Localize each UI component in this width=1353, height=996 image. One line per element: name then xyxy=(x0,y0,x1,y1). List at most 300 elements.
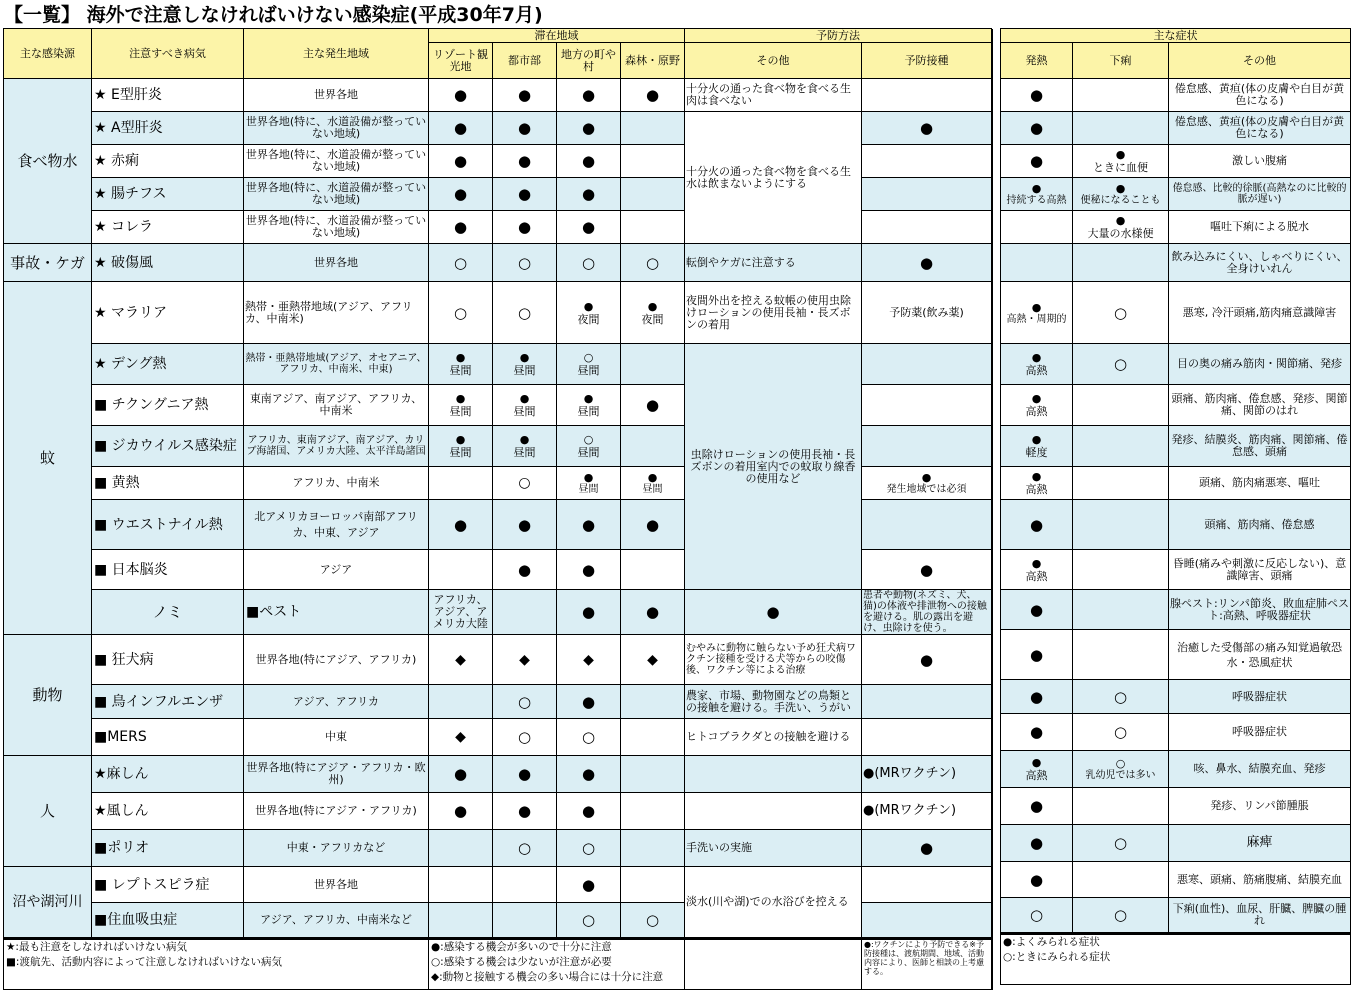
stay-note: 昼間 xyxy=(642,484,663,495)
legend-filled: ●:感染する機会が多いので十分に注意 xyxy=(431,941,612,953)
mark: ○ xyxy=(583,433,594,446)
stay-resort xyxy=(429,830,493,867)
diarrhea xyxy=(1073,590,1169,630)
prevention-text: むやみに動物に触らない予め狂犬病ワクチン接種を受ける犬等からの咬傷後、ワクチン等による治療 xyxy=(685,635,862,685)
region: 世界各地 xyxy=(244,867,429,903)
stay-city: ○ xyxy=(493,467,557,500)
mark: ● xyxy=(519,351,530,364)
fever xyxy=(1001,244,1073,282)
symptom-other: 倦怠感、黄疸(体の皮膚や白目が黄色になる) xyxy=(1169,112,1351,145)
mark: ● xyxy=(1031,470,1042,483)
stay-note: 昼間 xyxy=(449,446,472,459)
disease-name: ■ 鳥インフルエンザ xyxy=(92,685,244,719)
stay-note: 昼間 xyxy=(578,484,599,495)
stay-resort: ● xyxy=(429,178,493,211)
stay-note: 昼間 xyxy=(577,364,600,377)
diarrhea: ○ xyxy=(1073,344,1169,385)
fever-note: 高熱 xyxy=(1025,364,1048,377)
stay-city xyxy=(493,344,557,385)
stay-forest: ● xyxy=(621,79,685,112)
mark: ● xyxy=(455,351,466,364)
region: 世界各地(特に、水道設備が整っていない地域) xyxy=(244,145,429,178)
diarrhea-note: ときに血便 xyxy=(1093,161,1148,174)
symptom-other: 治癒した受傷部の痛み知覚過敏恐水・恐風症状 xyxy=(1169,630,1351,680)
stay-forest xyxy=(621,467,685,500)
source-human: 人 xyxy=(4,756,92,867)
fever xyxy=(1001,211,1073,244)
stay-resort: ○ xyxy=(429,244,493,282)
stay-rural: ● xyxy=(557,178,621,211)
page-title: 【一覧】 海外で注意しなければいけない感染症(平成30年7月) xyxy=(4,4,543,26)
fever xyxy=(1001,282,1073,344)
stay-rural: ● xyxy=(557,685,621,719)
diarrhea-note: 乳幼児では多い xyxy=(1085,770,1156,781)
region: 世界各地 xyxy=(244,79,429,112)
stay-rural: ● xyxy=(557,867,621,903)
symptom-other: 目の奥の痛み筋肉・関節痛、発疹 xyxy=(1169,344,1351,385)
disease-name: ■ ジカウイルス感染症 xyxy=(92,426,244,467)
vaccine xyxy=(862,426,992,467)
disease-name: ★ マラリア xyxy=(92,282,244,344)
source-water: 沼や湖河川 xyxy=(4,867,92,939)
stay-rural: ○ xyxy=(557,719,621,756)
stay-city: ● xyxy=(493,756,557,793)
stay-resort: ○ xyxy=(429,282,493,344)
mark: ○ xyxy=(1115,757,1126,770)
mark: ● xyxy=(455,392,466,405)
header-fever: 発熱 xyxy=(1001,43,1073,79)
mark: ● xyxy=(519,433,530,446)
stay-resort: ● xyxy=(429,500,493,550)
mark: ● xyxy=(1031,556,1042,570)
stay-city: ● xyxy=(493,550,557,590)
region: 熱帯・亜熱帯地域(アジア、オセアニア、アフリカ、中南米、中東) xyxy=(244,344,429,385)
diarrhea-note: 大量の水様便 xyxy=(1087,227,1154,240)
stay-city xyxy=(493,903,557,939)
diarrhea xyxy=(1073,244,1169,282)
disease-name: ■ 日本脳炎 xyxy=(92,550,244,590)
prevention-text: 夜間外出を控える蚊帳の使用虫除けローションの使用長袖・長ズボンの着用 xyxy=(685,282,862,344)
diarrhea: ○ xyxy=(1073,282,1169,344)
stay-forest xyxy=(621,685,685,719)
vaccine-note: 発生地域では必須 xyxy=(886,484,967,495)
header-sym-other: その他 xyxy=(1169,43,1351,79)
stay-city: ○ xyxy=(493,830,557,867)
symptom-other: 腺ペスト:リンパ節炎、敗血症肺ペスト:高熱、呼吸器症状 xyxy=(1169,590,1351,630)
stay-rural: ● xyxy=(557,211,621,244)
fever: ● xyxy=(1001,590,1073,630)
prevention-text xyxy=(685,793,862,830)
stay-rural: ◆ xyxy=(557,635,621,685)
disease-name: ★麻しん xyxy=(92,756,244,793)
diarrhea xyxy=(1073,550,1169,590)
stay-resort: ● xyxy=(429,211,493,244)
header-forest: 森林・原野 xyxy=(621,43,685,79)
region: アフリカ、アジア、アメリカ大陸 xyxy=(429,590,493,635)
legend-diamond: ◆:動物と接触する機会の多い場合には十分に注意 xyxy=(431,971,664,983)
stay-resort xyxy=(493,590,557,635)
prevention-text: 虫除けローションの使用長袖・長ズボンの着用室内での蚊取り線香の使用など xyxy=(685,344,862,590)
region: アジア、アフリカ、中南米など xyxy=(244,903,429,939)
legend-square: ■:渡航先、活動内容によって注意しなければいけない病気 xyxy=(6,956,282,968)
fever xyxy=(1001,426,1073,467)
vaccine xyxy=(862,344,992,385)
stay-forest xyxy=(621,178,685,211)
disease-name: ★ A型肝炎 xyxy=(92,112,244,145)
fever: ● xyxy=(1001,79,1073,112)
vaccine xyxy=(862,719,992,756)
stay-forest xyxy=(621,211,685,244)
stay-resort: ● xyxy=(429,145,493,178)
legend-mid xyxy=(429,939,685,990)
diarrhea: ○ xyxy=(1073,898,1169,934)
header-prev-other: その他 xyxy=(685,43,862,79)
stay-city: ● xyxy=(493,112,557,145)
stay-resort xyxy=(429,344,493,385)
stay-rural: ● xyxy=(557,112,621,145)
vaccine: ●(MRワクチン) xyxy=(862,793,992,830)
mark: ● xyxy=(583,471,594,484)
vaccine xyxy=(862,903,992,939)
header-stay: 滞在地域 xyxy=(429,29,685,43)
vaccine: ● xyxy=(862,550,992,590)
prevention-text: 農家、市場、動物園などの鳥類との接触を避ける。手洗い、うがい xyxy=(685,685,862,719)
stay-resort: ◆ xyxy=(429,719,493,756)
fever-note: 持続する高熱 xyxy=(1006,195,1067,206)
symptom-other: 倦怠感、比較的徐脈(高熱なのに比較的脈が遅い) xyxy=(1169,178,1351,211)
stay-city xyxy=(493,426,557,467)
fever: ● xyxy=(1001,862,1073,898)
stay-note: 昼間 xyxy=(449,405,472,418)
stay-forest xyxy=(621,719,685,756)
stay-city: ● xyxy=(493,793,557,830)
mark: ● xyxy=(1031,433,1042,446)
region: 世界各地(特に、水道設備が整っていない地域) xyxy=(244,211,429,244)
diarrhea xyxy=(1073,751,1169,788)
region: 中東・アフリカなど xyxy=(244,830,429,867)
source-mosquito: 蚊 xyxy=(4,282,92,635)
diarrhea xyxy=(1073,862,1169,898)
vaccine xyxy=(862,685,992,719)
region: 東南アジア、南アジア、アフリカ、中南米 xyxy=(244,385,429,426)
fever: ● xyxy=(1001,714,1073,751)
prevention-text: 転倒やケガに注意する xyxy=(685,244,862,282)
region: アフリカ、東南アジア、南アジア、カリブ海諸国、アメリカ大陸、太平洋島諸国 xyxy=(244,426,429,467)
stay-rural: ● xyxy=(557,756,621,793)
fever: ● xyxy=(1001,145,1073,178)
fever xyxy=(1001,467,1073,500)
fever-note: 高熱 xyxy=(1025,405,1048,418)
stay-resort xyxy=(429,903,493,939)
stay-resort: ● xyxy=(429,112,493,145)
symptom-table xyxy=(1000,28,1351,985)
region: 世界各地(特にアジア、アフリカ) xyxy=(244,635,429,685)
mark: ● xyxy=(583,299,594,313)
diarrhea: ○ xyxy=(1073,680,1169,714)
header-region: 主な発生地域 xyxy=(244,29,429,79)
stay-city: ○ xyxy=(493,244,557,282)
symptom-other: 呼吸器症状 xyxy=(1169,714,1351,751)
fever: ○ xyxy=(1001,898,1073,934)
vaccine: 予防薬(飲み薬) xyxy=(862,282,992,344)
stay-rural: ● xyxy=(557,145,621,178)
disease-name: ■住血吸虫症 xyxy=(92,903,244,939)
mark: ● xyxy=(583,392,594,405)
disease-name: ■ ウエストナイル熱 xyxy=(92,500,244,550)
header-disease: 注意すべき病気 xyxy=(92,29,244,79)
vaccine xyxy=(862,211,992,244)
diarrhea: ○ xyxy=(1073,825,1169,862)
header-rural: 地方の町や村 xyxy=(557,43,621,79)
stay-note: 昼間 xyxy=(513,446,536,459)
stay-note: 昼間 xyxy=(449,364,472,377)
stay-note: 昼間 xyxy=(513,405,536,418)
stay-forest xyxy=(621,145,685,178)
mark: ● xyxy=(647,299,658,313)
diarrhea xyxy=(1073,630,1169,680)
diarrhea xyxy=(1073,79,1169,112)
stay-rural: ● xyxy=(557,500,621,550)
header-resort: リゾート観光地 xyxy=(429,43,493,79)
vaccine xyxy=(862,867,992,903)
mark: ● xyxy=(1115,214,1126,227)
disease-name: ■ 黄熱 xyxy=(92,467,244,500)
disease-name: ■ 狂犬病 xyxy=(92,635,244,685)
vaccine: ● xyxy=(862,830,992,867)
mark: ● xyxy=(1115,148,1126,161)
stay-city: ● xyxy=(493,145,557,178)
stay-rural xyxy=(557,426,621,467)
region: 中東 xyxy=(244,719,429,756)
stay-note: 夜間 xyxy=(641,312,664,326)
region: 北アメリカヨーロッパ南部アフリカ、中東、アジア xyxy=(244,500,429,550)
header-city: 都市部 xyxy=(493,43,557,79)
fever-note: 高熱・周期的 xyxy=(1006,313,1067,325)
diarrhea xyxy=(1073,178,1169,211)
stay-forest: ● xyxy=(621,385,685,426)
symptom-other: 嘔吐下痢による脱水 xyxy=(1169,211,1351,244)
prevention-text: 十分火の通った食べ物を食べる生水は飲まないようにする xyxy=(685,112,862,244)
disease-name: ★ E型肝炎 xyxy=(92,79,244,112)
stay-resort: ● xyxy=(429,793,493,830)
stay-resort: ● xyxy=(429,756,493,793)
disease-table xyxy=(3,28,993,990)
stay-resort xyxy=(429,385,493,426)
fever-note: 軽度 xyxy=(1025,446,1048,459)
stay-forest: ◆ xyxy=(621,635,685,685)
stay-note: 昼間 xyxy=(577,405,600,418)
diarrhea xyxy=(1073,145,1169,178)
mark: ● xyxy=(1115,182,1126,195)
stay-forest: ● xyxy=(685,590,862,635)
region: アジア、アフリカ xyxy=(244,685,429,719)
diarrhea xyxy=(1073,385,1169,426)
header-source: 主な感染源 xyxy=(4,29,92,79)
disease-name: ■ レプトスピラ症 xyxy=(92,867,244,903)
symptom-other: 飲み込みにくい、しゃべりにくい、全身けいれん xyxy=(1169,244,1351,282)
stay-rural: ● xyxy=(557,79,621,112)
disease-name: ★ コレラ xyxy=(92,211,244,244)
stay-forest xyxy=(621,793,685,830)
prevention-text: 手洗いの実施 xyxy=(685,830,862,867)
stay-city: ◆ xyxy=(493,635,557,685)
stay-city xyxy=(493,385,557,426)
legend-left xyxy=(4,939,429,990)
symptom-other: 頭痛、筋肉痛悪寒、嘔吐 xyxy=(1169,467,1351,500)
stay-rural: ○ xyxy=(557,830,621,867)
fever xyxy=(1001,550,1073,590)
stay-rural xyxy=(557,467,621,500)
mark: ● xyxy=(647,471,658,484)
disease-name: ★ デング熱 xyxy=(92,344,244,385)
fever-note: 高熱 xyxy=(1025,483,1048,496)
region: アジア xyxy=(244,550,429,590)
header-diarrhea: 下痢 xyxy=(1073,43,1169,79)
fever: ● xyxy=(1001,112,1073,145)
stay-resort: ● xyxy=(429,79,493,112)
stay-resort xyxy=(429,467,493,500)
legend-vaccine: ●:ワクチンにより予防できる※予防接種は、渡航期間、地域、活動内容により、医師と相談の上考慮する。 xyxy=(862,939,992,990)
legend-open: ○:感染する機会は少ないが注意が必要 xyxy=(431,956,612,968)
disease-name: ★風しん xyxy=(92,793,244,830)
legend-star: ★:最も注意をしなければいけない病気 xyxy=(6,941,187,953)
stay-forest xyxy=(621,282,685,344)
region: 熱帯・亜熱帯地域(アジア、アフリカ、中南米) xyxy=(244,282,429,344)
vaccine: ●(MRワクチン) xyxy=(862,756,992,793)
vaccine xyxy=(862,145,992,178)
source-accident: 事故・ケガ xyxy=(4,244,92,282)
region: 世界各地(特に、水道設備が整っていない地域) xyxy=(244,112,429,145)
symptom-other: 発疹、リンパ節腫脹 xyxy=(1169,788,1351,825)
disease-name: ■MERS xyxy=(92,719,244,756)
stay-rural: ○ xyxy=(557,244,621,282)
symptom-other: 呼吸器症状 xyxy=(1169,680,1351,714)
region: 世界各地(特に、水道設備が整っていない地域) xyxy=(244,178,429,211)
symptom-other: 倦怠感、黄疸(体の皮膚や白目が黄色になる) xyxy=(1169,79,1351,112)
header-vaccine: 予防接種 xyxy=(862,43,992,79)
fever: ● xyxy=(1001,500,1073,550)
region: 世界各地 xyxy=(244,244,429,282)
symptom-other: 下痢(血性)、血尿、肝臓、脾臓の腫れ xyxy=(1169,898,1351,934)
stay-city xyxy=(493,867,557,903)
diarrhea xyxy=(1073,426,1169,467)
vaccine: ● xyxy=(862,112,992,145)
fever xyxy=(1001,178,1073,211)
prevention-text xyxy=(685,756,862,793)
symptom-other: 頭痛、筋肉痛、倦怠感 xyxy=(1169,500,1351,550)
symptom-other: 激しい腹痛 xyxy=(1169,145,1351,178)
stay-forest xyxy=(621,550,685,590)
fever-note: 高熱 xyxy=(1025,569,1048,583)
stay-city: ○ xyxy=(493,719,557,756)
diarrhea xyxy=(1073,112,1169,145)
disease-name: ■ チクングニア熱 xyxy=(92,385,244,426)
disease-name: ★ 破傷風 xyxy=(92,244,244,282)
stay-forest xyxy=(621,112,685,145)
stay-note: 夜間 xyxy=(577,312,600,326)
diarrhea xyxy=(1073,500,1169,550)
mark: ● xyxy=(1031,756,1042,769)
legend-symptoms xyxy=(1001,934,1351,985)
region: 世界各地(特にアジア・アフリカ) xyxy=(244,793,429,830)
vaccine xyxy=(862,500,992,550)
stay-city: ● xyxy=(493,211,557,244)
symptom-other: 悪寒、頭痛、筋痛腹痛、結膜充血 xyxy=(1169,862,1351,898)
symptom-other: 頭痛、筋肉痛、倦怠感、発疹、関節痛、関節のはれ xyxy=(1169,385,1351,426)
source-animal: 動物 xyxy=(4,635,92,756)
stay-resort xyxy=(429,685,493,719)
fever: ● xyxy=(1001,680,1073,714)
stay-forest: ○ xyxy=(621,244,685,282)
region: アフリカ、中南米 xyxy=(244,467,429,500)
vaccine xyxy=(862,79,992,112)
vaccine: ● xyxy=(862,244,992,282)
diarrhea: ○ xyxy=(1073,714,1169,751)
stay-forest xyxy=(621,830,685,867)
symptom-other: 麻痺 xyxy=(1169,825,1351,862)
stay-rural: ● xyxy=(557,793,621,830)
fever xyxy=(1001,751,1073,788)
stay-rural: ● xyxy=(557,550,621,590)
stay-forest xyxy=(621,756,685,793)
stay-forest xyxy=(621,867,685,903)
prevention-text: ヒトコブラクダとの接触を避ける xyxy=(685,719,862,756)
diarrhea xyxy=(1073,788,1169,825)
stay-city: ● xyxy=(557,590,621,635)
source-food: 食べ物水 xyxy=(4,79,92,244)
source-flea: ノミ xyxy=(92,590,244,635)
disease-name: ■ペスト xyxy=(244,590,429,635)
stay-forest: ○ xyxy=(621,903,685,939)
symptom-other: 昏睡(痛みや刺激に反応しない)、意識障害、頭痛 xyxy=(1169,550,1351,590)
disease-name: ■ポリオ xyxy=(92,830,244,867)
stay-resort xyxy=(429,426,493,467)
vaccine xyxy=(862,467,992,500)
symptom-other: 悪寒, 冷汗頭痛,筋肉痛意識障害 xyxy=(1169,282,1351,344)
vaccine xyxy=(862,385,992,426)
diarrhea xyxy=(1073,467,1169,500)
disease-name: ★ 赤痢 xyxy=(92,145,244,178)
stay-resort: ◆ xyxy=(429,635,493,685)
stay-resort xyxy=(429,867,493,903)
symptom-other: 発疹、結膜炎、筋肉痛、関節痛、倦怠感、頭痛 xyxy=(1169,426,1351,467)
fever xyxy=(1001,385,1073,426)
stay-city: ● xyxy=(493,178,557,211)
legend-blank xyxy=(685,939,862,990)
fever: ● xyxy=(1001,825,1073,862)
mark: ● xyxy=(1031,182,1042,195)
stay-city: ● xyxy=(493,500,557,550)
legend-sym-open: ○:ときにみられる症状 xyxy=(1003,951,1111,963)
stay-forest: ● xyxy=(621,500,685,550)
legend-sym-filled: ●:よくみられる症状 xyxy=(1003,936,1100,948)
diarrhea xyxy=(1073,211,1169,244)
mark: ● xyxy=(1031,300,1042,314)
vaccine: ● xyxy=(862,635,992,685)
fever: ● xyxy=(1001,630,1073,680)
prevention-text: 十分火の通った食べ物を食べる生肉は食べない xyxy=(685,79,862,112)
mark: ● xyxy=(1031,351,1042,364)
stay-rural: ○ xyxy=(557,903,621,939)
prevention-text: 淡水(川や湖)での水浴びを控える xyxy=(685,867,862,939)
mark: ● xyxy=(455,433,466,446)
symptom-other: 咳、鼻水、結膜充血、発疹 xyxy=(1169,751,1351,788)
fever: ● xyxy=(1001,788,1073,825)
stay-rural xyxy=(557,282,621,344)
stay-city: ○ xyxy=(493,685,557,719)
stay-city: ● xyxy=(493,79,557,112)
stay-note: 昼間 xyxy=(577,446,600,459)
